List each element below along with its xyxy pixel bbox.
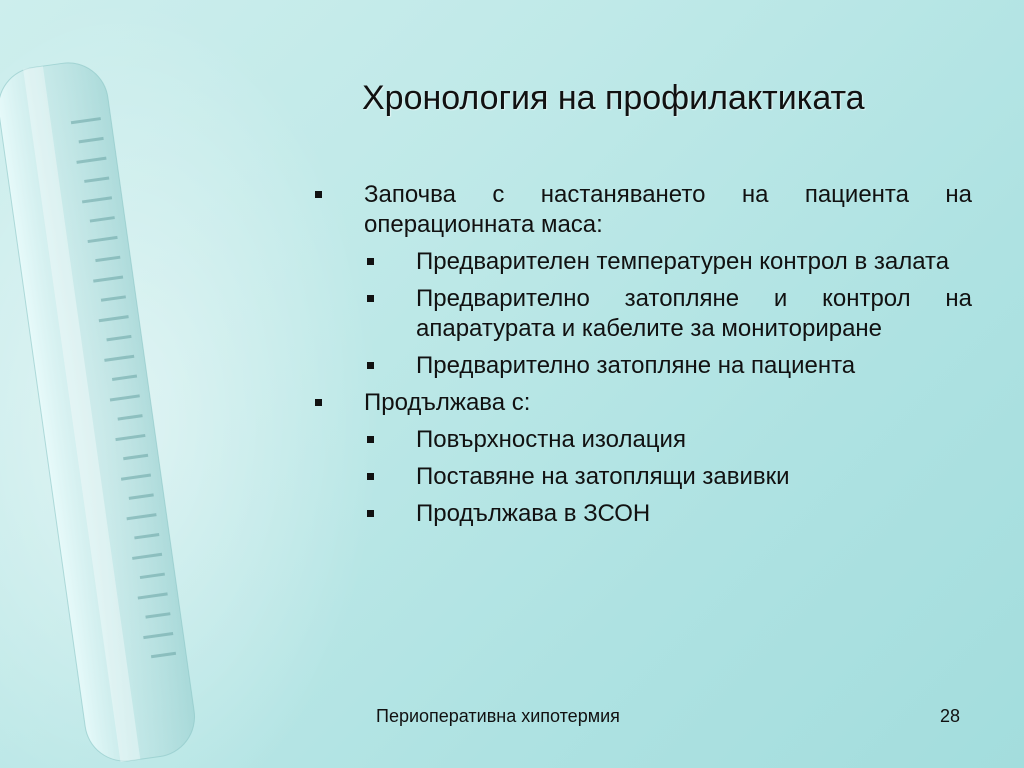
square-bullet-icon: [315, 399, 322, 406]
sub-bullet-item: [312, 499, 972, 529]
bullet-text: Предварително затопляне и контрол на апаратурата и кабелите за мониториране: [416, 285, 972, 342]
sub-bullet-item: [312, 247, 972, 277]
slide-title: Хронология на профилактиката: [362, 79, 865, 117]
bullet-text: Предварително затопляне на пациента: [416, 352, 856, 379]
bullet-item: [312, 388, 972, 418]
square-bullet-icon: [367, 258, 374, 265]
square-bullet-icon: [367, 295, 374, 302]
square-bullet-icon: [315, 191, 322, 198]
square-bullet-icon: [367, 436, 374, 443]
sub-bullet-item: [312, 284, 972, 344]
bullet-text: Продължава с:: [364, 389, 531, 416]
sub-bullet-item: [312, 425, 972, 455]
bullet-text: Повърхностна изолация: [416, 426, 686, 453]
bullet-item: [312, 180, 972, 240]
square-bullet-icon: [367, 362, 374, 369]
bullet-text: Предварителен температурен контрол в залата: [416, 248, 950, 275]
square-bullet-icon: [367, 473, 374, 480]
bullet-list: [312, 180, 972, 536]
bullet-text: Поставяне на затоплящи завивки: [416, 463, 790, 490]
square-bullet-icon: [367, 510, 374, 517]
bullet-text: Започва с настаняването на пациента на операционната маса:: [364, 181, 972, 238]
slide-footer: Периоперативна хипотермия: [376, 706, 620, 726]
sub-bullet-item: [312, 462, 972, 492]
bullet-text: Продължава в ЗСОН: [416, 500, 651, 527]
sub-bullet-item: [312, 351, 972, 381]
slide-page-number: 28: [940, 706, 961, 726]
